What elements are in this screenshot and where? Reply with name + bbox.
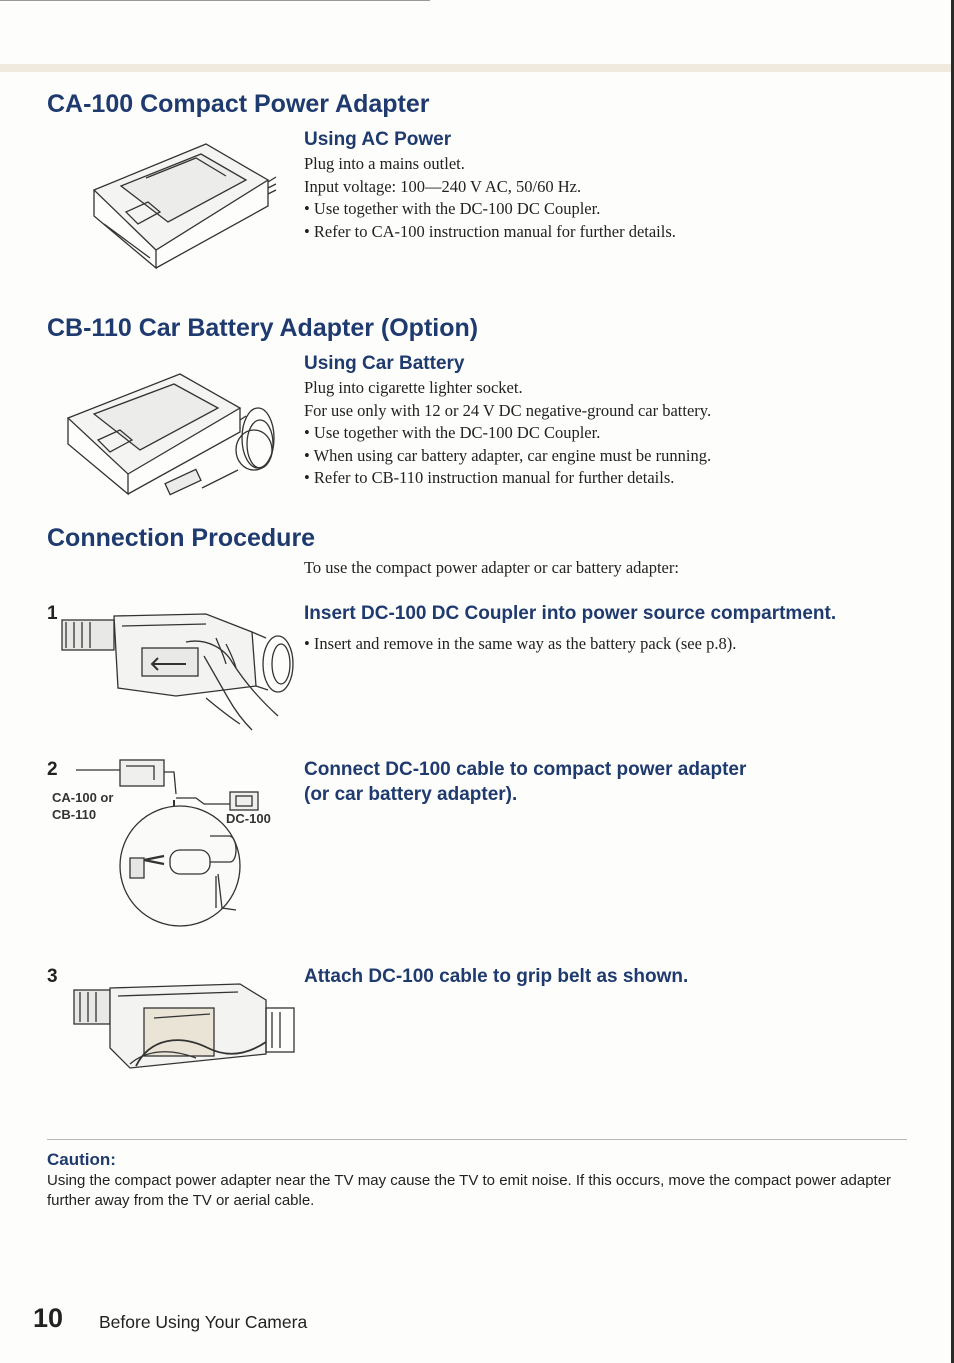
cb110-line: • When using car battery adapter, car engine must be running. [304, 445, 712, 465]
connection-intro: To use the compact power adapter or car battery adapter: [304, 558, 679, 577]
ca100-line: • Refer to CA-100 instruction manual for further details. [304, 221, 676, 241]
step-1-note: • Insert and remove in the same way as the battery pack (see p.8). [304, 634, 737, 653]
page-number: 10 [33, 1303, 64, 1333]
ca100-line: Plug into a mains outlet. [304, 154, 465, 173]
top-rule [0, 0, 430, 1]
cb110-heading: CB-110 Car Battery Adapter (Option) [47, 314, 479, 342]
cb110-line: • Refer to CB-110 instruction manual for further details. [304, 468, 675, 487]
caution-title: Caution: [47, 1150, 116, 1169]
ca100-line: Input voltage: 100—240 V AC, 50/60 Hz. [304, 176, 582, 196]
step-2-title-line: Connect DC-100 cable to compact power adapter [304, 759, 747, 780]
ca100-line: • Use together with the DC-100 DC Coupler. [304, 199, 601, 218]
step-3-title: Attach DC-100 cable to grip belt as shown. [304, 966, 689, 987]
camcorder-insert-illustration [56, 608, 298, 732]
step-1-title: Insert DC-100 DC Coupler into power source compartment. [304, 603, 837, 624]
step-2-title-line: (or car battery adapter). [304, 784, 518, 805]
cb110-adapter-illustration [62, 364, 284, 500]
cb110-line: • Use together with the DC-100 DC Coupler. [304, 423, 601, 442]
ca100-body [304, 153, 676, 243]
cb110-line: Plug into cigarette lighter socket. [304, 378, 523, 397]
page-section-label: Before Using Your Camera [99, 1312, 308, 1332]
caution-rule [47, 1139, 907, 1140]
step-3-number: 3 [47, 966, 58, 987]
ca100-subheading: Using AC Power [304, 129, 452, 150]
cb110-line: For use only with 12 or 24 V DC negative-ground car battery. [304, 400, 712, 420]
grip-belt-illustration [70, 978, 300, 1074]
step-1-number: 1 [47, 603, 58, 624]
header-band [0, 64, 954, 72]
cable-connection-illustration [70, 758, 276, 930]
step-2-title [304, 757, 904, 807]
step-2-number: 2 [47, 759, 58, 780]
ca100-adapter-illustration [86, 132, 278, 272]
adapter-label-line: CB-110 [52, 807, 97, 822]
caution-text: Using the compact power adapter near the TV may cause the TV to emit noise. If this occurs, move the compact power adapter further away from the TV or aerial cable. [47, 1172, 892, 1209]
cb110-body [304, 377, 711, 490]
connection-heading: Connection Procedure [47, 524, 316, 552]
adapter-label-line: CA-100 or [52, 790, 114, 805]
ca100-heading: CA-100 Compact Power Adapter [47, 90, 430, 118]
cb110-subheading: Using Car Battery [304, 353, 465, 374]
step-2-coupler-label: DC-100 [226, 811, 271, 826]
